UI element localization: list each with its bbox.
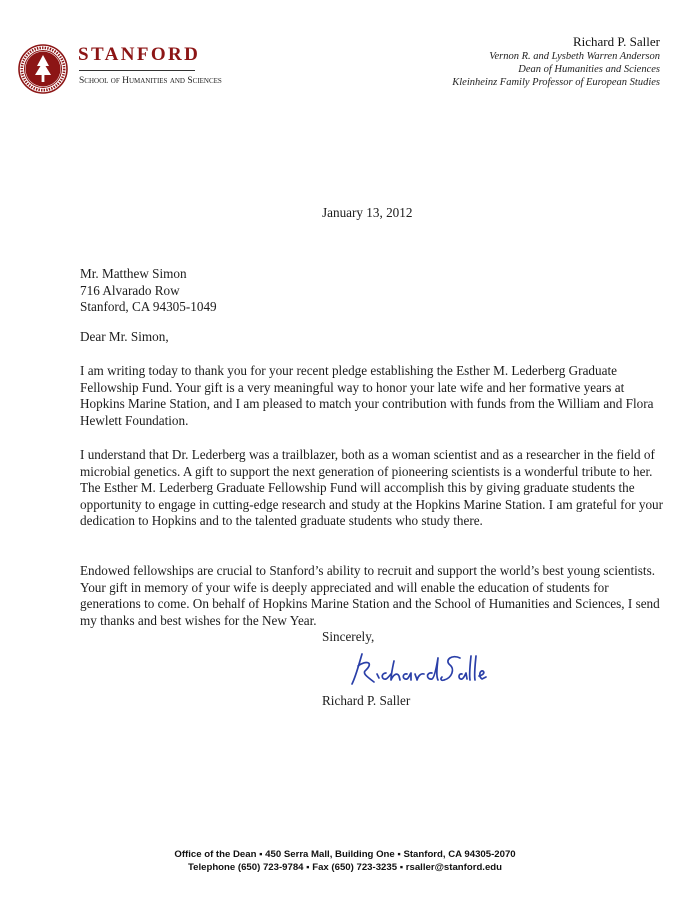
school-name: School of Humanities and Sciences (79, 76, 222, 86)
footer-address: Office of the Dean ▪ 450 Serra Mall, Building One ▪ Stanford, CA 94305-2070 (174, 849, 516, 860)
sender-title: Vernon R. and Lysbeth Warren Anderson (489, 51, 660, 62)
stanford-seal-icon (18, 44, 68, 94)
recipient-line: 716 Alvarado Row (80, 282, 180, 298)
footer-contact: Telephone (650) 723-9784 ▪ Fax (650) 723-3235 ▪ rsaller@stanford.edu (187, 862, 503, 873)
signature-icon (344, 646, 488, 692)
sender-name: Richard P. Saller (572, 34, 660, 49)
sender-block (452, 34, 660, 89)
recipient-line: Stanford, CA 94305-1049 (80, 299, 217, 315)
letterhead-footer (0, 848, 690, 874)
letterhead-divider (79, 70, 195, 71)
sender-title: Dean of Humanities and Sciences (518, 64, 660, 75)
signer-name: Richard P. Saller (322, 693, 411, 708)
recipient-address (80, 266, 217, 316)
recipient-line: Mr. Matthew Simon (80, 266, 187, 281)
body-paragraph: Endowed fellowships are crucial to Stanford’s ability to recruit and support the world’s best young scientists. Your gift in memory of your wife is deeply appreciated and will enable the education of students for generations to come. On behalf of Hopkins Marine Station and the School of Humanities and Sciences, I send my thanks and best wishes for the New Year. (80, 563, 660, 628)
institution-name: STANFORD (78, 44, 201, 65)
salutation: Dear Mr. Simon, (80, 329, 169, 344)
letterhead (78, 44, 222, 87)
body-paragraph: I understand that Dr. Lederberg was a trailblazer, both as a woman scientist and as a researcher in the field of microbial genetics. A gift to support the next generation of pioneering scientists is a wonderful tribute to her. The Esther M. Lederberg Graduate Fellowship Fund will accomplish this by giving graduate students the opportunity to engage in cutting-edge research and study at the Hopkins Marine Station. I am grateful for your dedication to Hopkins and to the talented graduate students who study there. (80, 447, 664, 529)
body-paragraph: I am writing today to thank you for your recent pledge establishing the Esther M. Lederberg Graduate Fellowship Fund. Your gift is a very meaningful way to honor your late wife and her formative years at Hopkins Marine Station, and I am pleased to match your contribution with funds from the William and Flora Hewlett Foundation. (80, 363, 654, 428)
letter-date: January 13, 2012 (322, 205, 413, 220)
closing: Sincerely, (322, 629, 375, 644)
sender-title: Kleinheinz Family Professor of European Studies (452, 77, 660, 88)
